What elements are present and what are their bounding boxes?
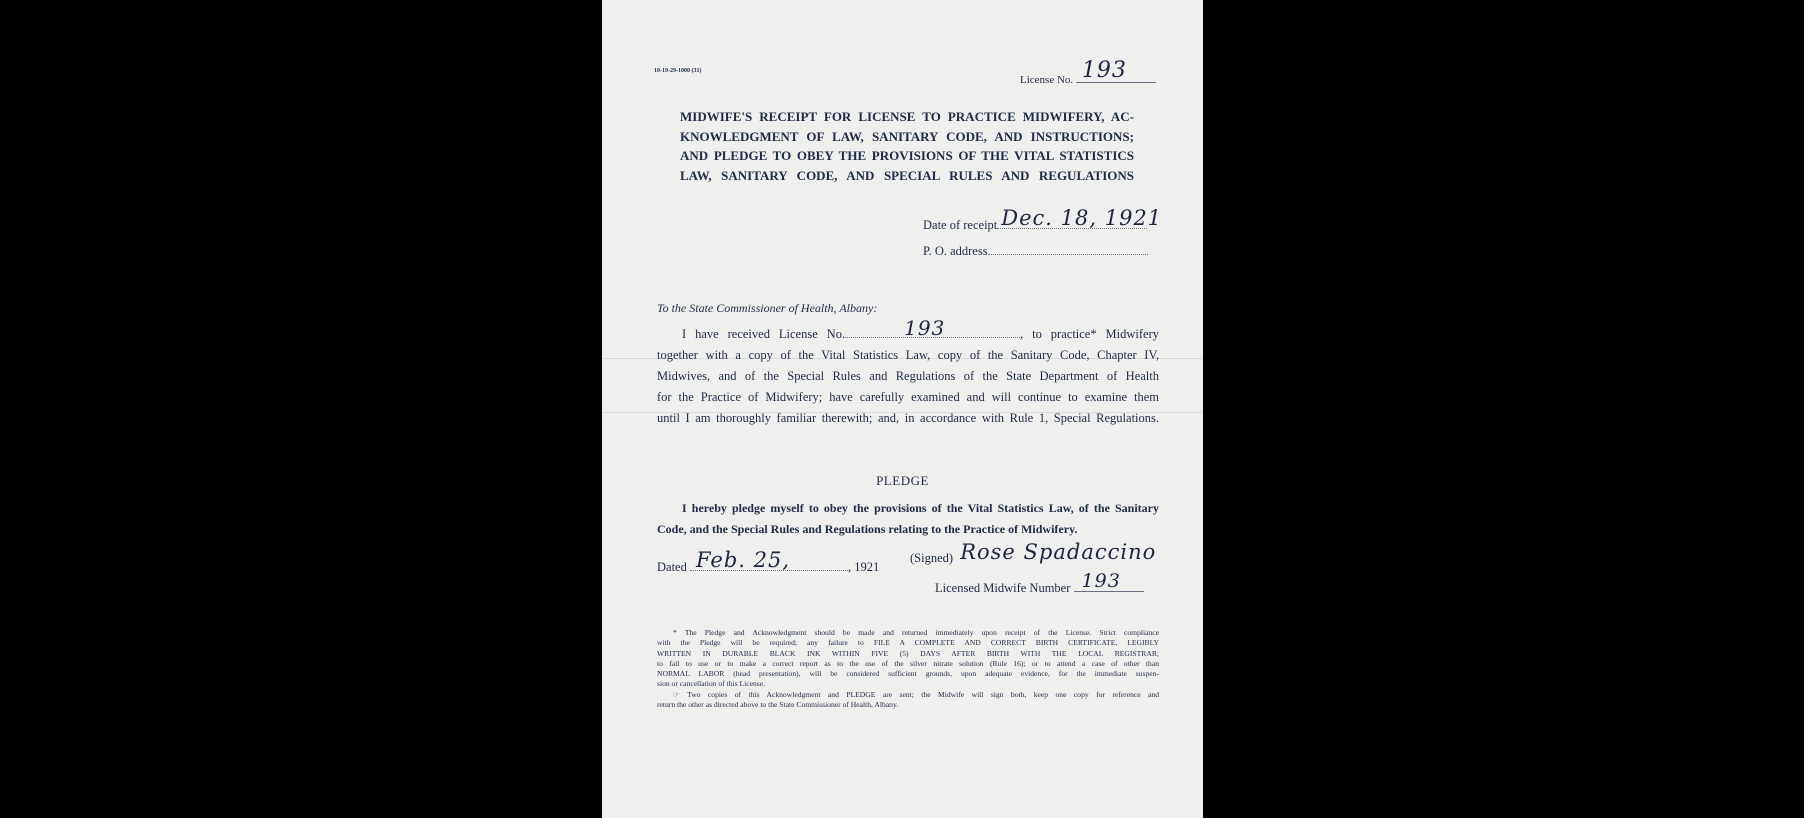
- receipt-prefix: I have received License No.: [682, 327, 846, 341]
- date-of-receipt: [923, 206, 1163, 233]
- pledge-text: [657, 498, 1159, 540]
- date-of-receipt-line: [997, 206, 1163, 230]
- dated-year: , 1921: [847, 560, 880, 574]
- title-line: LAW, SANITARY CODE, AND SPECIAL RULES AND REGULATIONS: [680, 167, 1134, 183]
- signed-label: (Signed): [910, 551, 954, 565]
- title-line: MIDWIFE'S RECEIPT FOR LICENSE TO PRACTICE MIDWIFERY, AC-: [680, 109, 1134, 124]
- form-code: 10-19-29-1000 (31): [654, 68, 702, 74]
- document-page: [602, 0, 1203, 818]
- dated-label: Dated: [657, 560, 687, 574]
- licensed-midwife-line: [1074, 570, 1144, 592]
- po-address-label: P. O. address: [923, 244, 988, 258]
- receipt-line: together with a copy of the Vital Statistics Law, copy of the Sanitary Code, Chapter IV,: [657, 348, 1159, 362]
- licensed-midwife-label: Licensed Midwife Number: [935, 581, 1071, 595]
- receipt-line: until I am thoroughly familiar therewith; and, in accordance with Rule 1, Special Regulations.: [657, 411, 1159, 425]
- receipt-license-line: [845, 316, 1020, 340]
- receipt-suffix: , to practice* Midwifery: [1020, 327, 1160, 341]
- receipt-first-line: [657, 316, 1160, 345]
- signature-field: [910, 540, 1157, 566]
- dated-field: [657, 548, 880, 575]
- footnote-line: WRITTEN IN DURABLE BLACK INK WITHIN FIVE (5) DAYS AFTER BIRTH WITH THE LOCAL REGISTRAR;: [657, 648, 1159, 658]
- license-label: License No.: [1020, 74, 1074, 86]
- license-value: 193: [1081, 58, 1127, 83]
- signature-line: [956, 540, 1157, 564]
- license-value-line: [1076, 58, 1156, 83]
- title-line: KNOWLEDGMENT OF LAW, SANITARY CODE, AND INSTRUCTIONS;: [680, 128, 1134, 144]
- pledge-line: I hereby pledge myself to obey the provisions of the Vital Statistics Law, of the Sanitary: [682, 501, 1159, 515]
- po-address: [923, 240, 1148, 259]
- footnote-line: to fail to use or to make a correct report as to the use of the silver nitrate solution (Rule 16); or to attend a case of other than: [657, 658, 1159, 668]
- footnote-line: NORMAL LABOR (head presentation), will be considered sufficient grounds, upon adequate evidence, for the immediate suspen-: [657, 669, 1159, 679]
- receipt-paragraph: [657, 316, 1160, 429]
- licensed-midwife-number: [935, 570, 1144, 596]
- receipt-line: Midwives, and of the Special Rules and Regulations of the State Department of Health: [657, 369, 1159, 383]
- date-of-receipt-label: Date of receipt: [923, 218, 998, 232]
- pledge-line: Code, and the Special Rules and Regulations relating to the Practice of Midwifery.: [657, 522, 1078, 536]
- dated-line: [690, 548, 848, 572]
- title-line: AND PLEDGE TO OBEY THE PROVISIONS OF THE VITAL STATISTICS: [680, 148, 1134, 163]
- po-address-line: [988, 240, 1148, 255]
- salutation: To the State Commissioner of Health, Albany:: [657, 301, 878, 315]
- copies-note: [657, 690, 1159, 711]
- dated-value: Feb. 25,: [695, 548, 791, 572]
- note-line: return the other as directed above to the State Commissioner of Health, Albany.: [657, 700, 899, 710]
- document-title: [680, 107, 1134, 185]
- note-line: ☞ Two copies of this Acknowledgment and PLEDGE are sent; the Midwife will sign both, keep one copy for reference and: [673, 690, 1159, 699]
- pledge-heading: PLEDGE: [876, 473, 929, 488]
- footnote: [657, 628, 1159, 690]
- receipt-line: for the Practice of Midwifery; have carefully examined and will continue to examine them: [657, 390, 1159, 404]
- footnote-line: * The Pledge and Acknowledgment should be made and returned immediately upon receipt of the License. Strict compliance: [673, 628, 1159, 637]
- date-of-receipt-value: Dec. 18, 1921: [1001, 206, 1163, 230]
- footnote-line: with the Pledge will be required; any failure to FILE A COMPLETE AND CORRECT BIRTH CERTIFICATE, LEGIBLY: [657, 638, 1159, 648]
- license-number-top: [1020, 58, 1156, 86]
- footnote-line: sion or cancellation of this License.: [657, 679, 765, 689]
- licensed-midwife-value: 193: [1081, 570, 1121, 592]
- signature-value: Rose Spadaccino: [960, 540, 1157, 564]
- receipt-license-value: 193: [904, 316, 946, 340]
